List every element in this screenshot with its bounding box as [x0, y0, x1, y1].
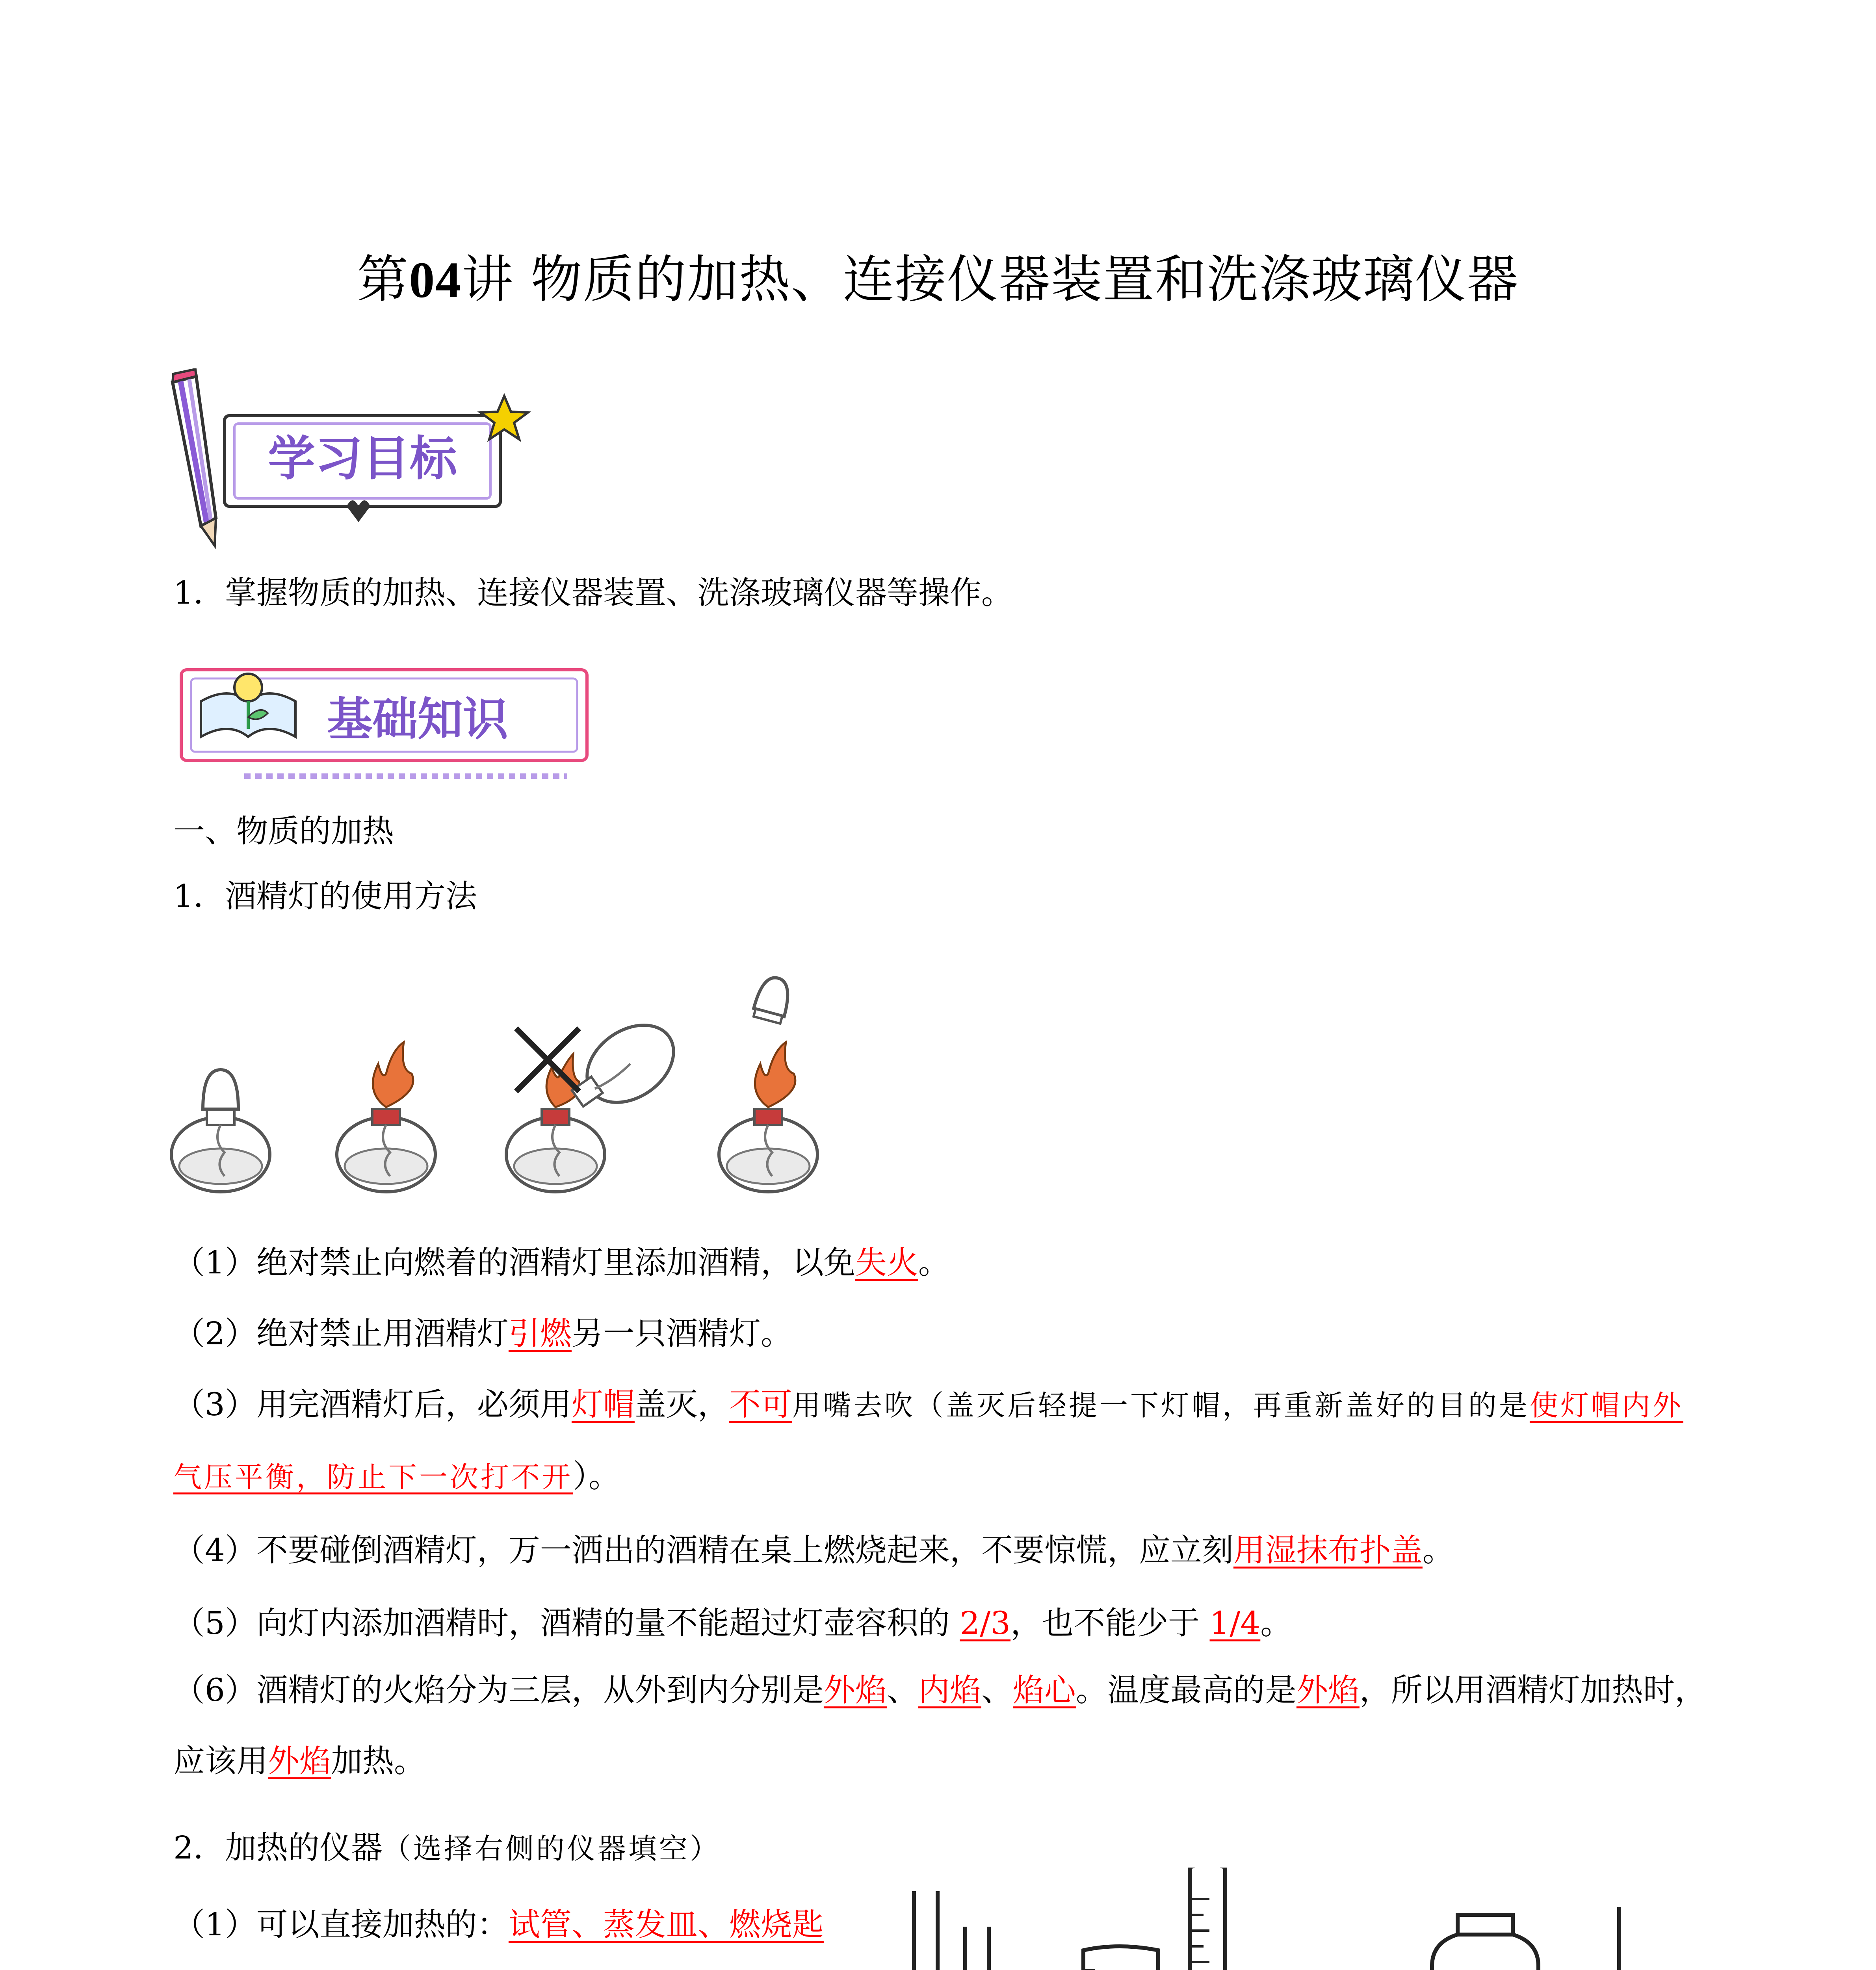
goals-badge-label: 学习目标: [268, 431, 457, 486]
lamp-rule-3-answer-1: 灯帽: [571, 1386, 635, 1423]
lamp-rule-6-text-3: ，所以用酒精灯加热时，应该用: [173, 1672, 1706, 1779]
alcohol-lamp-figure: [165, 961, 835, 1206]
lamp-rule-6-sep-1: 、: [886, 1672, 918, 1708]
lamp-rule-3-text: （3）用完酒精灯后，必须用: [173, 1386, 572, 1423]
pencil-icon: [173, 369, 216, 546]
lamp-rule-4-end: 。: [1422, 1532, 1454, 1569]
goals-item-1: 1．掌握物质的加热、连接仪器装置、洗涤玻璃仪器等操作。: [173, 574, 1013, 611]
lamp-rule-4-text: （4）不要碰倒酒精灯，万一洒出的酒精在桌上燃烧起来，不要惊慌，应立刻: [173, 1532, 1233, 1569]
graduated-cylinder-icon: [1174, 1868, 1241, 1970]
lamp-rule-2-end: 另一只酒精灯。: [571, 1315, 792, 1352]
lamp-lit-cap-icon: [719, 974, 817, 1192]
lamp-rule-5-end: 。: [1260, 1605, 1292, 1641]
lamp-rule-6-text-2: 。温度最高的是: [1075, 1672, 1296, 1708]
lamp-rule-6-answer-3: 焰心: [1012, 1672, 1076, 1708]
lamp-rule-3-answer-2: 不可: [729, 1386, 792, 1423]
instruments-heading: [173, 1828, 721, 1868]
basics-badge-label: 基础知识: [327, 693, 509, 746]
lamp-rule-5-answer-2: 1/4: [1209, 1605, 1261, 1641]
lamp-rule-1-end: 。: [918, 1244, 950, 1281]
lamp-rule-6-sep-2: 、: [981, 1672, 1013, 1708]
lamp-rule-6-answer-5: 外焰: [268, 1743, 331, 1779]
title-prefix: 第: [357, 249, 409, 309]
lamp-lit-icon: [337, 1042, 435, 1192]
page-title: [0, 238, 1876, 312]
lamp-rule-6: [173, 1655, 1714, 1797]
lamp-heading: 1．酒精灯的使用方法: [173, 878, 477, 914]
basics-badge: [173, 662, 607, 792]
lamp-rule-5-text: （5）向灯内添加酒精时，酒精的量不能超过灯壶容积的: [173, 1605, 960, 1641]
beaker-icon: [1028, 1946, 1158, 1970]
test-tube-icon: [914, 1891, 989, 1970]
instruments-heading-text: 2．加热的仪器: [173, 1829, 383, 1866]
lamp-rule-3: [173, 1369, 1714, 1513]
lamp-rule-4-answer: 用湿抹布扑盖: [1233, 1532, 1423, 1569]
lamp-rule-3-answer-3: 使灯帽内外气压平衡，防止下一次打不开: [173, 1389, 1683, 1494]
lamp-rule-5-text-2: ，也不能少于: [1010, 1605, 1210, 1641]
lamp-rule-3-note: 用嘴去吹（盖灭后轻提一下灯帽，再重新盖好的目的是: [792, 1389, 1530, 1422]
lamp-rule-2-text: （2）绝对禁止用酒精灯: [173, 1315, 509, 1352]
instruments-heading-note: （选择右侧的仪器填空）: [382, 1832, 721, 1865]
instrument-q1-answer: 试管、蒸发皿、燃烧匙: [508, 1906, 824, 1943]
lamp-rule-5: [173, 1604, 1292, 1643]
instrument-q1-text: （1）可以直接加热的：: [173, 1906, 509, 1943]
gas-jar-icon: [1432, 1915, 1538, 1970]
combustion-spoon-icon: [1603, 1907, 1635, 1970]
lamp-rule-6-answer-4: 外焰: [1296, 1672, 1360, 1708]
lamp-rule-2: [173, 1314, 792, 1353]
lamp-rule-1: [173, 1243, 950, 1282]
lamp-rule-1-text: （1）绝对禁止向燃着的酒精灯里添加酒精，以免: [173, 1244, 855, 1281]
title-number: 04: [409, 252, 462, 309]
instruments-figure: [898, 1868, 1710, 1970]
lamp-capped-icon: [171, 1070, 270, 1192]
lamp-rule-6-end: 加热。: [331, 1743, 425, 1779]
lamp-rule-6-answer-2: 内焰: [918, 1672, 981, 1708]
lamp-rule-6-answer-1: 外焰: [823, 1672, 887, 1708]
title-rest: 讲 物质的加热、连接仪器装置和洗涤玻璃仪器: [462, 249, 1519, 309]
lamp-rule-6-text: （6）酒精灯的火焰分为三层，从外到内分别是: [173, 1672, 824, 1708]
lamp-rule-4: [173, 1531, 1454, 1570]
instrument-q1: [173, 1905, 824, 1944]
lamp-rule-3-text-2: 盖灭，: [634, 1386, 729, 1423]
lamp-rule-2-answer: 引燃: [508, 1315, 572, 1352]
goals-badge: [158, 368, 552, 550]
lamp-rule-5-answer-1: 2/3: [960, 1605, 1011, 1641]
lamp-rule-3-end: ）。: [573, 1458, 620, 1494]
lamp-wrong-icon: [506, 1009, 688, 1192]
section-1-title: 一、物质的加热: [173, 813, 394, 849]
lamp-rule-1-answer: 失火: [855, 1244, 918, 1281]
